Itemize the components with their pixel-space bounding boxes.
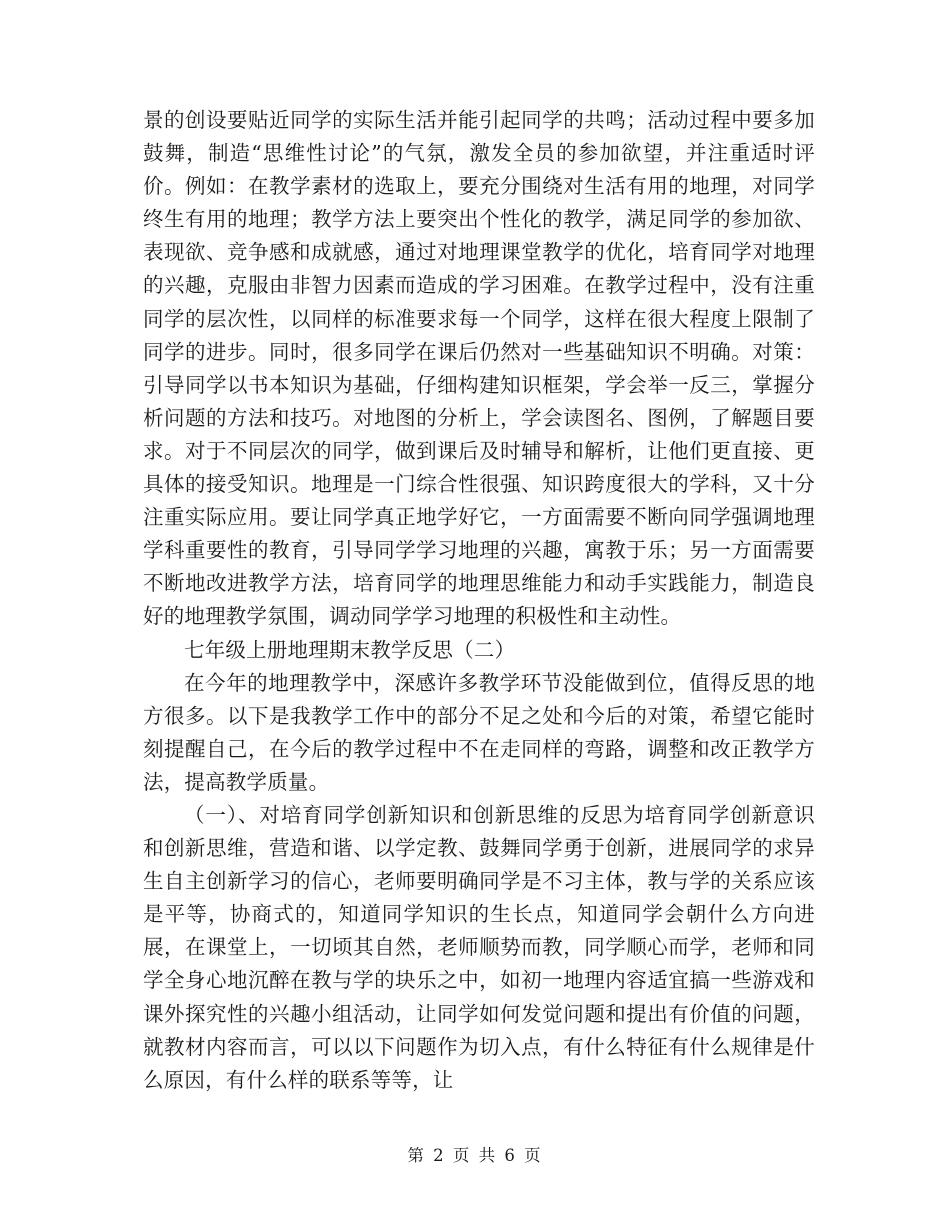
page-number-footer: 第 2 页 共 6 页: [407, 1146, 543, 1165]
paragraph-section-one: （一）、对培育同学创新知识和创新思维的反思为培育同学创新意识和创新思维，营造和谐、以学定教、鼓舞同学勇于创新，进展同学的求异生自主创新学习的信心，老师要明确同学是不习主体，教与学的关系应该是平等，协商式的，知道同学知识的生长点，知道同学会朝什么方向进展，在课堂上，一切顷其自然，老师顺势而教，同学顺心而学，老师和同学全身心地沉醉在教与学的块乐之中，如初一地理内容适宜搞一些游戏和课外探究性的兴趣小组活动，让同学如何发觉问题和提出有价值的问题，就教材内容而言，可以以下问题作为切入点，有什么特征有什么规律是什么原因，有什么样的联系等等，让: [143, 802, 815, 1092]
section-heading: 七年级上册地理期末教学反思（二）: [184, 637, 516, 662]
paragraph-continuation: 景的创设要贴近同学的实际生活并能引起同学的共鸣；活动过程中要多加鼓舞，制造“思维性讨论”的气氛，激发全员的参加欲望，并注重适时评价。例如：在教学素材的选取上，要充分围绕对生活有用的地理，对同学终生有用的地理；教学方法上要突出个性化的教学，满足同学的参加欲、表现欲、竞争感和成就感，通过对地理课堂教学的优化，培育同学对地理的兴趣，克服由非智力因素而造成的学习困难。在教学过程中，没有注重同学的层次性，以同样的标准要求每一个同学，这样在很大程度上限制了同学的进步。同时，很多同学在课后仍然对一些基础知识不明确。对策：引导同学以书本知识为基础，仔细构建知识框架，学会举一反三，掌握分析问题的方法和技巧。对地图的分析上，学会读图名、图例，了解题目要求。对于不同层次的同学，做到课后及时辅导和解析，让他们更直接、更具体的接受知识。地理是一门综合性很强、知识跨度很大的学科，又十分注重实际应用。要让同学真正地学好它，一方面需要不断向同学强调地理学科重要性的教育，引导同学学习地理的兴趣，寓教于乐；另一方面需要不断地改进教学方法，培育同学的地理思维能力和动手实践能力，制造良好的地理教学氛围，调动同学学习地理的积极性和主动性。: [143, 108, 815, 629]
document-body: [143, 104, 815, 1097]
paragraph-intro: 在今年的地理教学中，深感许多教学环节没能做到位，值得反思的地方很多。以下是我教学工作中的部分不足之处和今后的对策，希望它能时刻提醒自己，在今后的教学过程中不在走同样的弯路，调整和改正教学方法，提高教学质量。: [143, 670, 815, 794]
